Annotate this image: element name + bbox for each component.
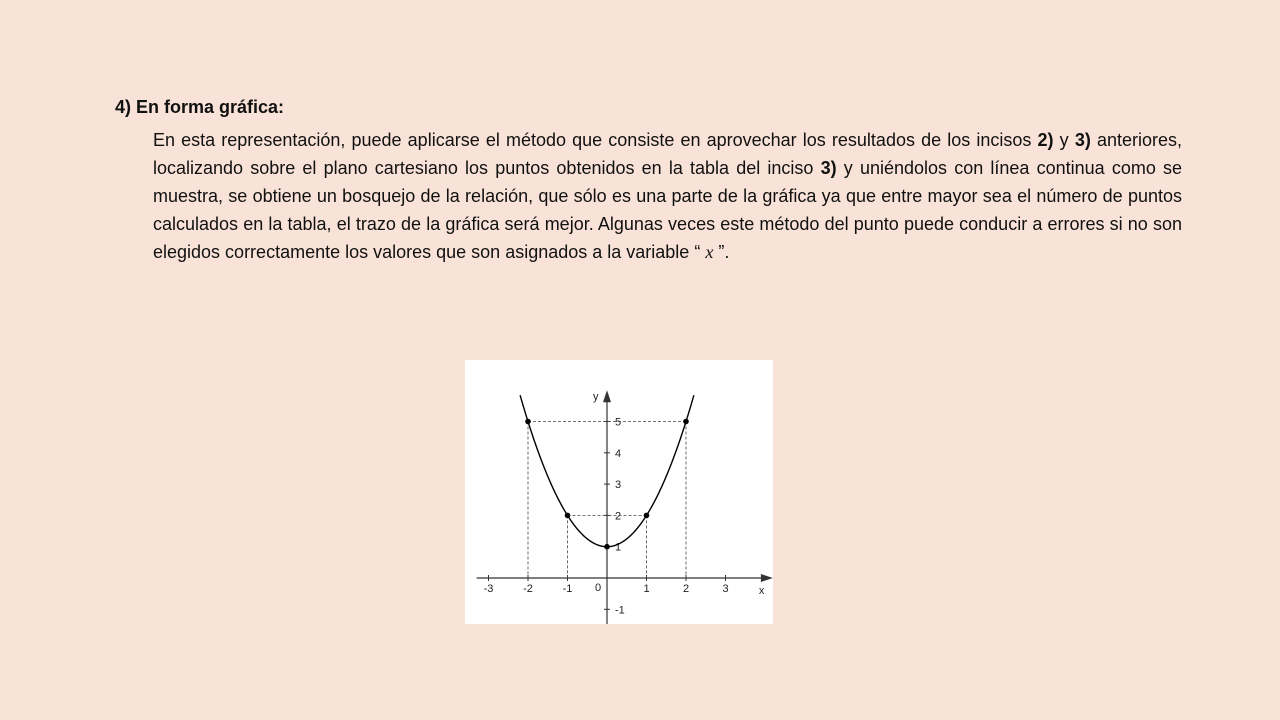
y-tick-label: 1 xyxy=(615,541,622,554)
x-tick-label: -2 xyxy=(523,583,533,595)
y-tick-label: 4 xyxy=(615,447,622,460)
y-tick-label: 5 xyxy=(615,416,622,429)
y-tick-label: -1 xyxy=(615,604,625,617)
x-tick-label: 1 xyxy=(643,583,650,595)
paragraph-text: y xyxy=(1053,130,1075,150)
data-point xyxy=(525,419,531,425)
x-axis-arrow xyxy=(761,574,773,582)
reference-inciso-3: 3) xyxy=(1074,130,1091,150)
data-point xyxy=(604,544,610,550)
x-tick-label: 2 xyxy=(682,583,690,595)
y-tick-label: 3 xyxy=(615,479,622,492)
x-tick-label: -3 xyxy=(483,583,494,595)
reference-inciso-2: 2) xyxy=(1037,130,1054,150)
data-point xyxy=(683,419,689,425)
parabola-chart xyxy=(465,360,773,624)
parabola-graph xyxy=(465,360,773,624)
paragraph-text: En esta representación, puede aplicarse el método que consiste en aprovechar los resultados de los incisos xyxy=(153,130,1038,150)
data-point xyxy=(644,513,650,519)
y-tick-label: 2 xyxy=(615,510,622,523)
description-paragraph xyxy=(153,126,1182,266)
data-point xyxy=(565,513,571,519)
origin-label: 0 xyxy=(595,582,602,594)
paragraph-text: ”. xyxy=(713,242,730,262)
reference-inciso-3: 3) xyxy=(820,158,837,178)
paragraph-text: y uniéndolos con línea continua como se muestra, se obtiene un bosquejo de la relación, que sólo es una parte de la gráfica ya que entre mayor sea el número de puntos calculados en la tabla, el trazo de la gráfica será mejor. Algunas veces este método del punto puede conducir a errores si no son elegidos correctamente los valores que son asignados a la variable “ xyxy=(153,158,1183,262)
y-axis-arrow xyxy=(603,390,611,402)
y-axis-label: y xyxy=(593,391,599,404)
x-tick-label: -1 xyxy=(562,583,573,595)
x-axis-label: x xyxy=(758,585,765,597)
variable-x: x xyxy=(705,242,714,262)
section-heading: 4) En forma gráfica: xyxy=(115,97,285,117)
x-tick-label: 3 xyxy=(722,583,729,595)
paragraph-text: anteriores, localizando sobre el plano cartesiano los puntos obtenidos en la tabla del inciso xyxy=(153,130,1182,178)
